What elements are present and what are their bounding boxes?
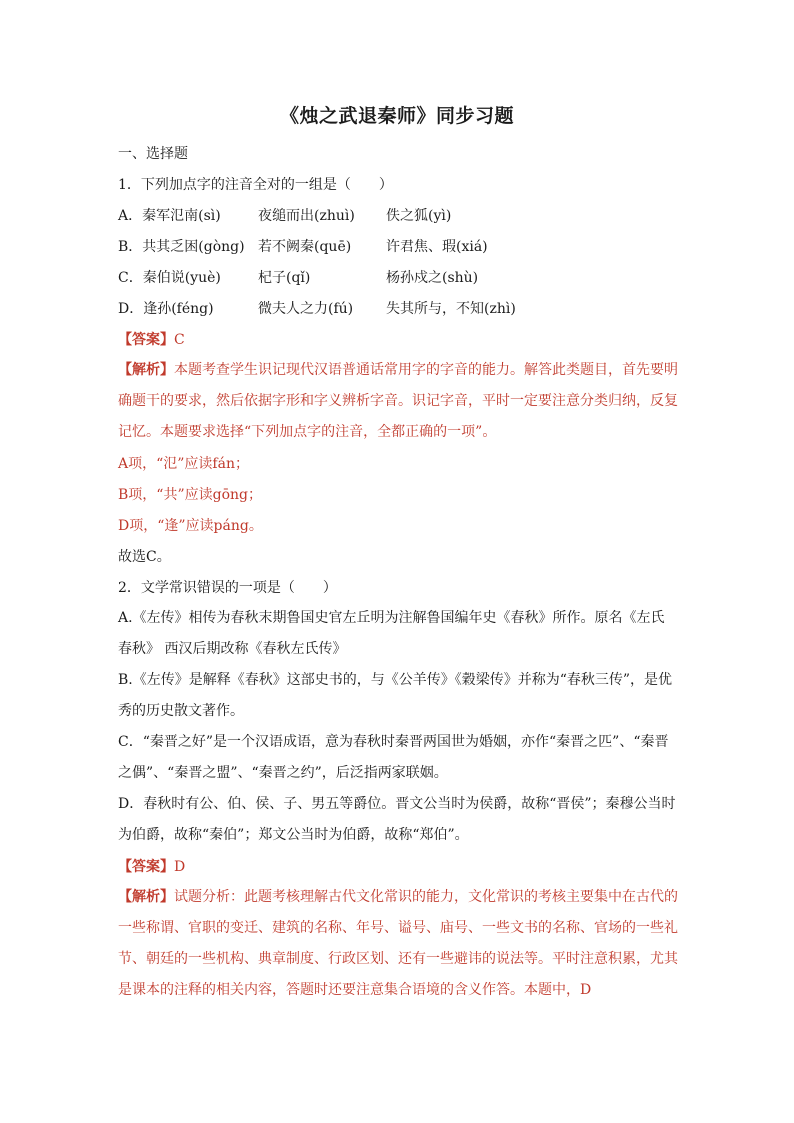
answer-tag: 【答案】 [118, 859, 174, 875]
question-1-option-c [118, 268, 678, 288]
question-1-stem: 1．下列加点字的注音全对的一组是（ ） [118, 177, 393, 193]
answer-value: C [174, 332, 185, 348]
question-1-answer [118, 330, 678, 350]
question-1-conclusion: 故选C。 [118, 549, 171, 565]
option-cell: B．共其乏困(gòng) [118, 239, 245, 255]
option-cell: 许君焦、瑕(xiá) [386, 239, 488, 255]
question-2-option-b: B.《左传》是解释《春秋》这部史书的，与《公羊传》《穀梁传》并称为“春秋三传”，是优秀的历史散文著作。 [118, 672, 673, 719]
question-1-note-a: A项，“氾”应读fán； [118, 456, 249, 472]
question-1-note-b: B项，“共”应读gōng； [118, 487, 262, 503]
question-2-stem: 2．文学常识错误的一项是（ ） [118, 580, 337, 596]
analysis-tag: 【解析】 [118, 362, 174, 378]
option-cell: 失其所与，不知(zhì) [386, 301, 516, 317]
question-2-option-c: C．“秦晋之好”是一个汉语成语，意为春秋时秦晋两国世为婚姻，亦作“秦晋之匹”、“秦晋之偶”、“秦晋之盟”、“秦晋之约”，后泛指两家联姻。 [118, 734, 669, 781]
section-heading: 一、选择题 [118, 146, 188, 162]
answer-value: D [174, 859, 186, 875]
question-1-option-d [118, 299, 678, 319]
option-cell: D．逢孙(féng) [118, 301, 214, 317]
analysis-text: 试题分析：此题考核理解古代文化常识的能力，文化常识的考核主要集中在古代的一些称谓、官职的变迁、建筑的名称、年号、谥号、庙号、一些文书的名称、官场的一些礼节、朝廷的一些机构、典章制度、行政区划、还有一些避讳的说法等。平时注意积累，尤其是课本的注释的相关内容，答题时还要注意集合语境的含义作答。本题中，D [118, 889, 678, 998]
question-1-note-d: D项，“逢”应读páng。 [118, 518, 263, 534]
question-2-option-d: D．春秋时有公、伯、侯、子、男五等爵位。晋文公当时为侯爵，故称“晋侯”；秦穆公当时为伯爵，故称“秦伯”；郑文公当时为伯爵，故称“郑伯”。 [118, 796, 676, 843]
analysis-tag: 【解析】 [118, 889, 174, 905]
question-1-option-b [118, 237, 678, 257]
option-cell: 杞子(qǐ) [258, 270, 311, 286]
option-cell: 夜缒而出(zhuì) [258, 208, 355, 224]
option-cell: 若不阙秦(quē) [258, 239, 352, 255]
option-cell: 微夫人之力(fú) [258, 301, 354, 317]
option-cell: 佚之狐(yì) [386, 208, 452, 224]
question-1-analysis [118, 355, 678, 448]
answer-tag: 【答案】 [118, 332, 174, 348]
analysis-text: 本题考查学生识记现代汉语普通话常用字的字音的能力。解答此类题目，首先要明确题干的要求，然后依据字形和字义辨析字音。识记字音，平时一定要注意分类归纳，反复记忆。本题要求选择“下列加点字的注音，全都正确的一项”。 [118, 362, 678, 440]
question-2-analysis [118, 882, 678, 1006]
question-1-option-a [118, 206, 678, 226]
option-cell: 杨孙戍之(shù) [386, 270, 479, 286]
option-cell: A．秦军氾南(sì) [118, 208, 221, 224]
page-title: 《烛之武退秦师》同步习题 [279, 105, 514, 127]
document-body [118, 144, 678, 1006]
option-cell: C．秦伯说(yuè) [118, 270, 221, 286]
question-2-option-a: A.《左传》相传为春秋末期鲁国史官左丘明为注解鲁国编年史《春秋》所作。原名《左氏春秋》 西汉后期改称《春秋左氏传》 [118, 610, 665, 657]
question-2-answer [118, 857, 678, 877]
